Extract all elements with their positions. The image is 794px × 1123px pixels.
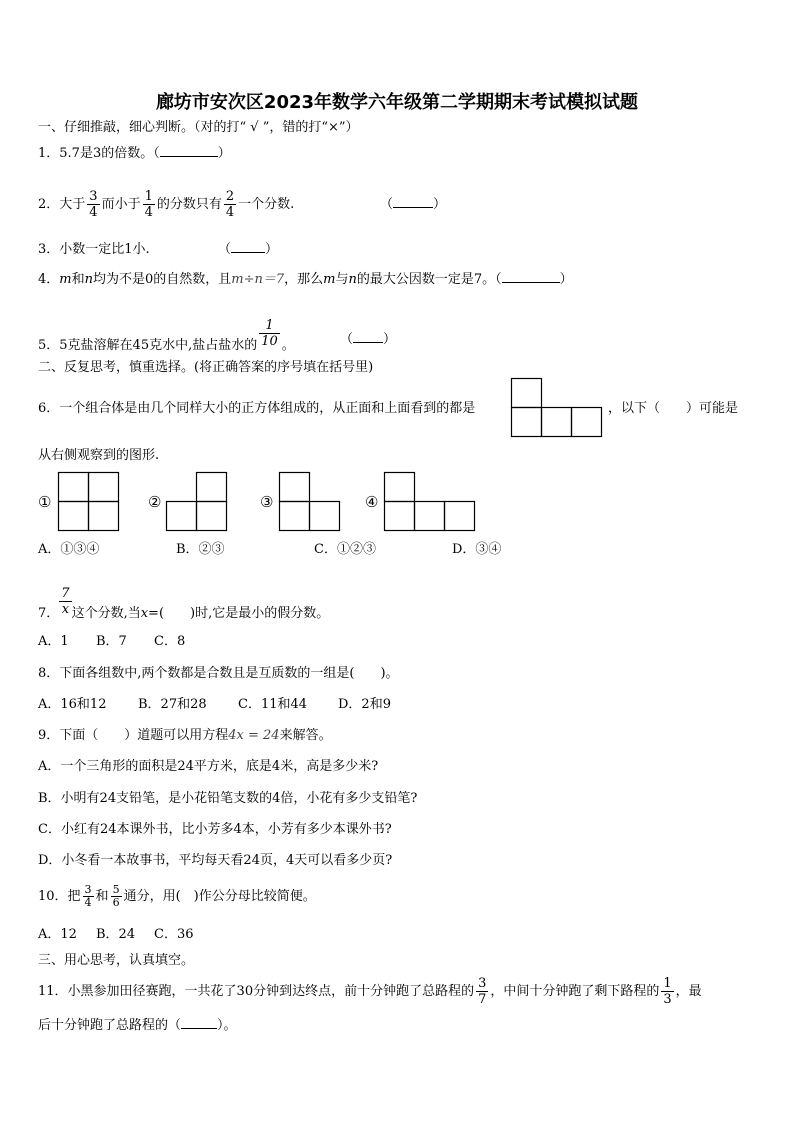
page-title: 廊坊市安次区2023年数学六年级第二学期期末考试模拟试题 (155, 92, 639, 113)
fraction: $\frac{3}{7}$ (478, 976, 487, 1007)
section-1-heading: 一、仔细推敲，细心判断。（对的打“ √ ”，错的打“×”） (38, 120, 359, 135)
question-6: 6．一个组合体是由几个同样大小的正方体组成的，从正面和上面看到的都是 (38, 401, 476, 416)
fraction: $\frac{3}{4}$ (89, 189, 98, 220)
q6-option-a[interactable]: A．①③④ (38, 542, 100, 557)
q6-view-figure (511, 378, 603, 438)
fraction: $\frac{2}{4}$ (225, 189, 235, 220)
answer-blank[interactable] (160, 144, 218, 157)
question-5-answer: （ ） (340, 332, 397, 347)
question-7: 7． $\frac{7}{x}$ 这个分数,当x=( )时,它是最小的假分数。 (38, 586, 330, 621)
question-2-answer: （ ） (380, 197, 447, 212)
answer-blank[interactable] (393, 195, 433, 208)
question-10: 10．把 $\frac{3}{4}$ 和 $\frac{5}{6}$ 通分，用( )作公分母比较简便。 (38, 883, 316, 909)
answer-blank[interactable] (231, 240, 265, 253)
option-figure-3[interactable] (279, 472, 341, 532)
fraction: $\frac{7}{x}$ (61, 586, 70, 617)
option-label-4: ④ (365, 493, 379, 511)
q8-option-b[interactable]: B．27和28 (138, 697, 207, 712)
question-4: 4．m和n均为不是0的自然数，且m÷n＝7，那么m与n的最大公因数一定是7。（ ） (38, 272, 573, 287)
option-label-3: ③ (260, 493, 274, 511)
fraction: $\frac{3}{4}$ (84, 883, 92, 909)
fraction: $\frac{5}{6}$ (112, 883, 120, 909)
option-figure-1[interactable] (58, 472, 120, 532)
answer-blank[interactable] (181, 1016, 217, 1029)
answer-blank[interactable] (502, 270, 560, 283)
q6-option-d[interactable]: D．③④ (452, 542, 502, 557)
question-3-answer: （ ） (218, 242, 279, 257)
q9-option-d[interactable]: D．小冬看一本故事书，平均每天看24页，4天可以看多少页? (38, 853, 393, 868)
question-3: 3．小数一定比1小. (38, 242, 150, 257)
q10-option-c[interactable]: C．36 (154, 927, 194, 942)
question-11-line2: 后十分钟跑了总路程的（ ）。 (38, 1018, 237, 1033)
q6-option-c[interactable]: C．①②③ (314, 542, 376, 557)
question-6-line2: 从右侧观察到的图形. (38, 448, 160, 463)
question-8: 8．下面各组数中,两个数都是合数且是互质数的一组是( )。 (38, 666, 399, 681)
q7-option-b[interactable]: B．7 (96, 634, 127, 649)
question-5: 5．5克盐溶解在45克水中,盐占盐水的 $\frac{1}{10}$ 。 (38, 318, 295, 353)
question-6-after: ，以下（ ）可能是 (608, 401, 739, 416)
q8-option-a[interactable]: A．16和12 (38, 697, 107, 712)
question-1: 1．5.7是3的倍数。（ ） (38, 146, 231, 161)
option-label-2: ② (148, 493, 162, 511)
q6-option-b[interactable]: B．②③ (176, 542, 225, 557)
section-2-heading: 二、反复思考，慎重选择。(将正确答案的序号填在括号里) (38, 360, 374, 375)
q9-option-a[interactable]: A．一个三角形的面积是24平方米，底是4米，高是多少米? (38, 759, 379, 774)
q8-option-d[interactable]: D．2和9 (338, 697, 391, 712)
option-label-1: ① (38, 493, 52, 511)
q8-option-c[interactable]: C．11和44 (238, 697, 308, 712)
fraction: $\frac{1}{4}$ (144, 189, 153, 220)
question-9: 9．下面（ ）道题可以用方程4x = 24来解答。 (38, 728, 332, 743)
q10-option-b[interactable]: B．24 (96, 927, 136, 942)
fraction: $\frac{1}{3}$ (663, 976, 672, 1007)
option-figure-2[interactable] (166, 472, 228, 532)
answer-blank[interactable] (353, 330, 383, 343)
q9-option-c[interactable]: C．小红有24本课外书，比小芳多4本，小芳有多少本课外书? (38, 822, 392, 837)
question-11: 11．小黑参加田径赛跑，一共花了30分钟到达终点，前十分钟跑了总路程的 $\frac{3}{7}$ ，中间十分钟跑了剩下路程的 $\frac{1}{3}$ ，最 (38, 976, 702, 1007)
q7-option-a[interactable]: A．1 (38, 634, 69, 649)
section-3-heading: 三、用心思考，认真填空。 (38, 953, 195, 968)
option-figure-4[interactable] (384, 472, 476, 532)
fraction: $\frac{1}{10}$ (261, 318, 278, 349)
question-2: 2．大于 $\frac{3}{4}$ 而小于 $\frac{1}{4}$ 的分数只有 $\frac{2}{4}$ 一个分数. (38, 189, 295, 220)
q10-option-a[interactable]: A．12 (38, 927, 77, 942)
q9-option-b[interactable]: B．小明有24支铅笔，是小花铅笔支数的4倍，小花有多少支铅笔? (38, 791, 418, 806)
q7-option-c[interactable]: C．8 (154, 634, 186, 649)
